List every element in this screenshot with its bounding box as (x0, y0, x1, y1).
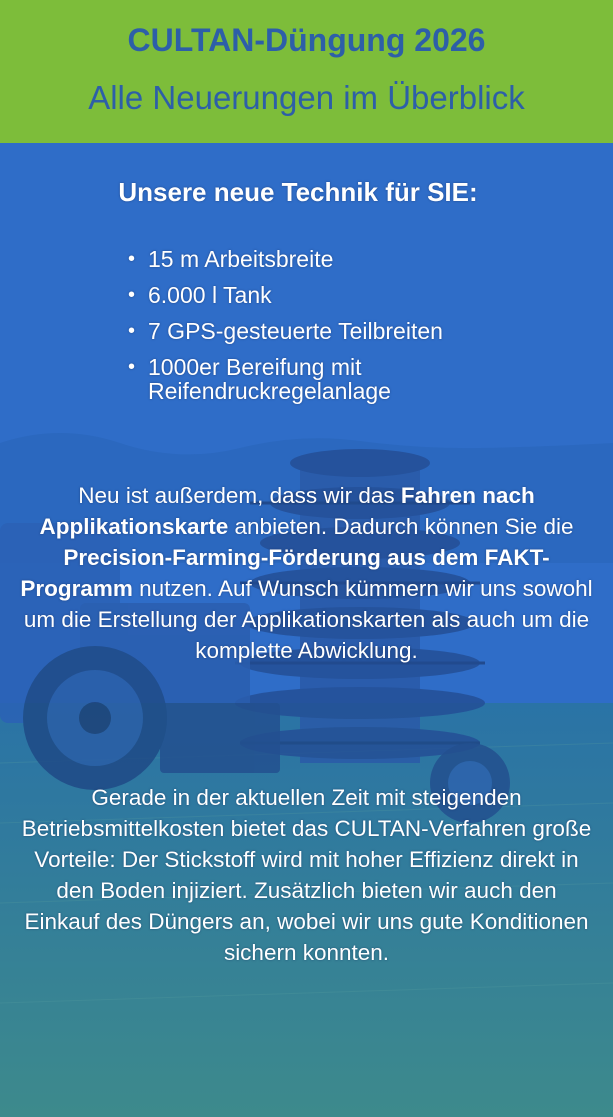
application-map-paragraph (20, 480, 593, 666)
paragraph-text: nutzen. Auf Wunsch kümmern wir uns sowohl um die Erstellung der Applikationskarten als auch um die komplette Abwicklung. (23, 576, 593, 663)
feature-item-gps-sections: • 7 GPS-gesteuerte Teilbreiten (128, 319, 588, 343)
technology-heading: Unsere neue Technik für SIE: (118, 177, 478, 207)
feature-item-tyres: • 1000er Bereifung mit Reifendruckregelanlage (128, 355, 588, 403)
highlight-application-map: Fahren nach Applikationskarte (39, 483, 535, 539)
page-title: CULTAN-Düngung 2026 (127, 22, 486, 58)
paragraph-text: Neu ist außerdem, dass wir das (78, 483, 401, 508)
text-overlay (0, 143, 613, 1117)
content-panel (0, 143, 613, 1117)
highlight-funding-program: Precision-Farming-Förderung aus dem FAKT-Programm (20, 545, 550, 601)
page-subtitle: Alle Neuerungen im Überblick (88, 79, 525, 116)
cultan-benefits-paragraph: Gerade in der aktuellen Zeit mit steigenden Betriebsmittelkosten bietet das CULTAN-Verfahren große Vorteile: Der Stickstoff wird mit hoher Effizienz direkt in den Boden injiziert. Zusätzlich bieten wir auch den Einkauf des Düngers an, wobei wir uns gute Konditionen sichern konnten. (21, 785, 592, 965)
feature-item-working-width: • 15 m Arbeitsbreite (128, 247, 588, 271)
feature-item-tank: • 6.000 l Tank (128, 283, 588, 307)
header-banner (0, 0, 613, 143)
paragraph-text: anbieten. Dadurch können Sie die (228, 514, 574, 539)
feature-list (128, 247, 588, 415)
